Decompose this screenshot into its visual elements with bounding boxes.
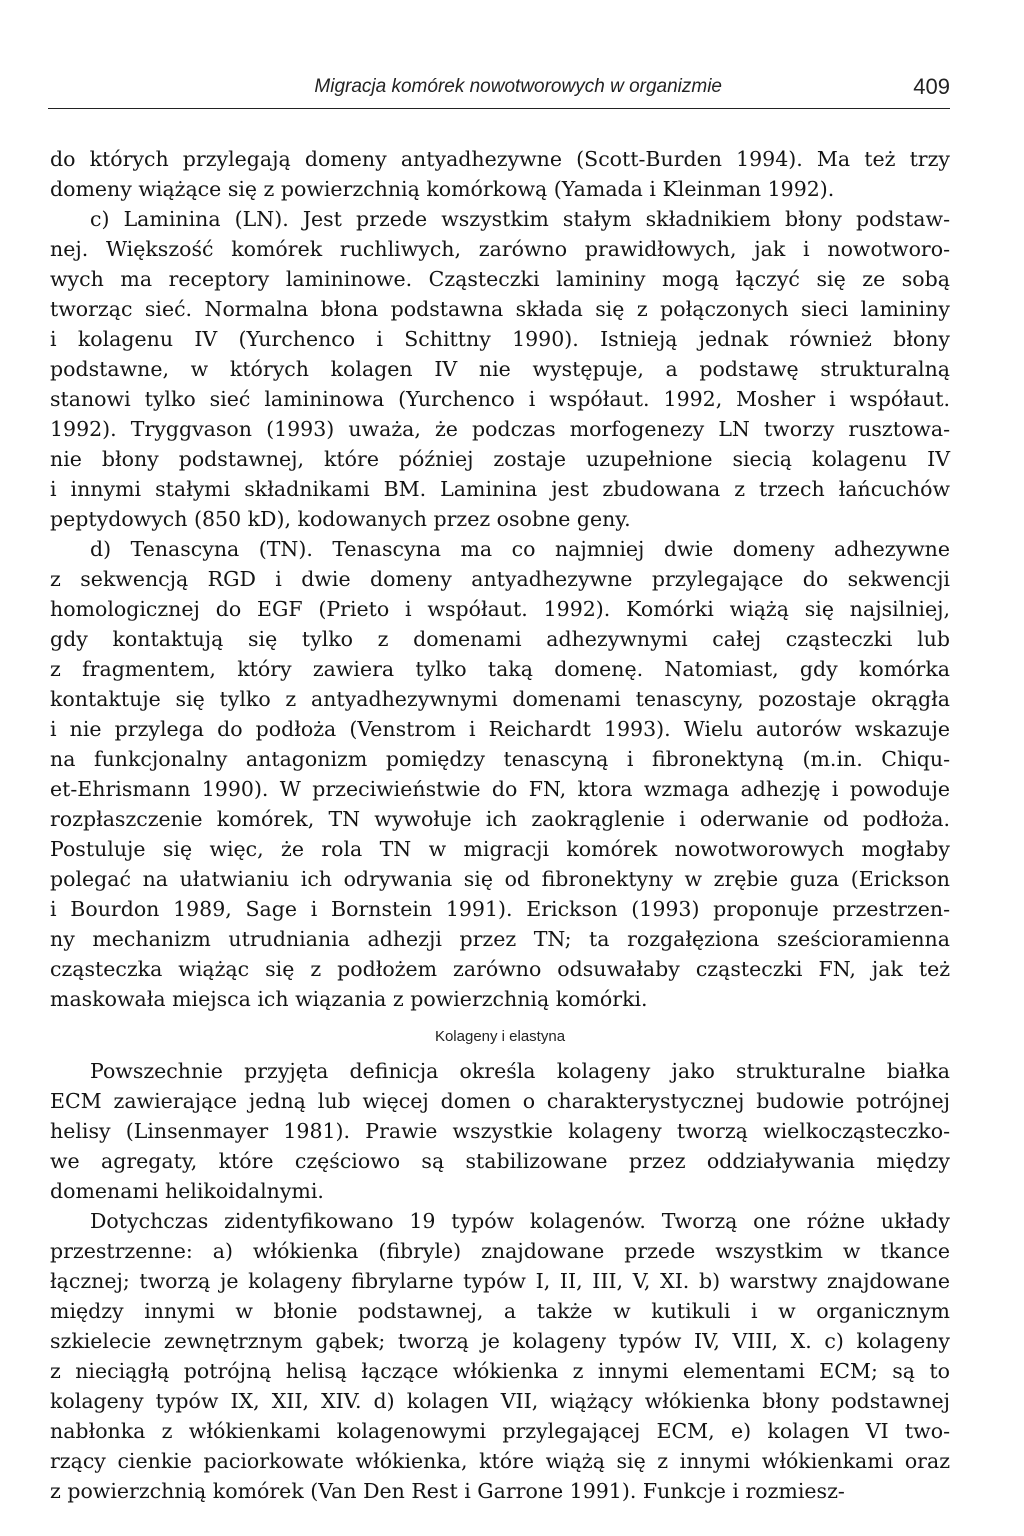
text-line: tworząc sieć. Normalna błona podstawna składa się z połączonych sieci lamininy: [50, 297, 950, 321]
text-line: c) Laminina (LN). Jest przede wszystkim stałym składnikiem błony podstaw-: [90, 207, 950, 231]
text-line: peptydowych (850 kD), kodowanych przez osobne geny.: [50, 507, 631, 531]
paragraph: [50, 1206, 950, 1506]
text-line: i nie przylega do podłoża (Venstrom i Reichardt 1993). Wielu autorów wskazuje: [50, 717, 950, 741]
text-line: z powierzchnią komórek (Van Den Rest i Garrone 1991). Funkcje i rozmiesz-: [50, 1479, 845, 1503]
text-line: i kolagenu IV (Yurchenco i Schittny 1990). Istnieją jednak również błony: [50, 327, 950, 351]
text-line: i innymi stałymi składnikami BM. Laminina jest zbudowana z trzech łańcuchów: [50, 477, 950, 501]
text-line: et-Ehrismann 1990). W przeciwieństwie do FN, ktora wzmaga adhezję i powoduje: [50, 777, 950, 801]
text-line: do których przylegają domeny antyadhezywne (Scott-Burden 1994). Ma też trzy: [50, 147, 950, 171]
text-line: stanowi tylko sieć lamininowa (Yurchenco i współaut. 1992, Mosher i współaut.: [50, 387, 950, 411]
text-line: cząsteczka wiążąc się z podłożem zarówno odsuwałaby cząsteczki FN, jak też: [50, 957, 950, 981]
text-line: kolageny typów IX, XII, XIV. d) kolagen VII, wiążący włókienka błony podstawnej: [50, 1389, 950, 1413]
text-line: homologicznej do EGF (Prieto i współaut. 1992). Komórki wiążą się najsilniej,: [50, 597, 950, 621]
section-heading: Kolageny i elastyna: [434, 1028, 566, 1045]
body-text: [50, 144, 950, 1506]
text-line: łącznej; tworzą je kolageny fibrylarne typów I, II, III, V, XI. b) warstwy znajdowane: [50, 1269, 950, 1293]
text-line: szkielecie zewnętrznym gąbek; tworzą je kolageny typów IV, VIII, X. c) kolageny: [50, 1329, 950, 1353]
text-line: gdy kontaktują się tylko z domenami adhezywnymi całej cząsteczki lub: [50, 627, 950, 651]
page-header: [48, 74, 950, 109]
text-line: z nieciągłą potrójną helisą łączące włókienka z innymi elementami ECM; są to: [50, 1359, 950, 1383]
text-line: nej. Większość komórek ruchliwych, zarówno prawidłowych, jak i nowotworo-: [50, 237, 950, 261]
text-line: helisy (Linsenmayer 1981). Prawie wszystkie kolageny tworzą wielkocząsteczko-: [50, 1119, 950, 1143]
text-line: ECM zawierające jedną lub więcej domen o charakterystycznej budowie potrójnej: [50, 1089, 950, 1113]
text-line: Dotychczas zidentyfikowano 19 typów kolagenów. Tworzą one różne układy: [90, 1209, 950, 1233]
running-title: Migracja komórek nowotworowych w organizmie: [314, 76, 722, 97]
text-line: 1992). Tryggvason (1993) uważa, że podczas morfogenezy LN tworzy rusztowa-: [50, 417, 950, 441]
text-line: na funkcjonalny antagonizm pomiędzy tenascyną i fibronektyną (m.in. Chiqu-: [50, 747, 950, 771]
text-line: nie błony podstawnej, które później zostaje uzupełnione siecią kolagenu IV: [50, 447, 950, 471]
text-line: rzący cienkie paciorkowate włókienka, które wiążą się z innymi włókienkami oraz: [50, 1449, 950, 1473]
text-line: maskowała miejsca ich wiązania z powierzchnią komórki.: [50, 987, 648, 1011]
paragraph: [50, 204, 950, 534]
page-number: 409: [913, 74, 950, 99]
text-line: ny mechanizm utrudniania adhezji przez TN; ta rozgałęziona sześcioramienna: [50, 927, 950, 951]
text-line: domenami helikoidalnymi.: [50, 1179, 324, 1203]
text-line: rozpłaszczenie komórek, TN wywołuje ich zaokrąglenie i oderwanie od podłoża.: [50, 807, 950, 831]
text-line: wych ma receptory lamininowe. Cząsteczki lamininy mogą łączyć się ze sobą: [50, 267, 950, 291]
text-line: nabłonka z włókienkami kolagenowymi przylegającej ECM, e) kolagen VI two-: [50, 1419, 950, 1443]
text-line: we agregaty, które częściowo są stabilizowane przez oddziaływania między: [50, 1149, 950, 1173]
text-line: kontaktuje się tylko z antyadhezywnymi domenami tenascyny, pozostaje okrągła: [50, 687, 950, 711]
text-line: przestrzenne: a) włókienka (fibryle) znajdowane przede wszystkim w tkance: [50, 1239, 950, 1263]
text-line: domeny wiążące się z powierzchnią komórkową (Yamada i Kleinman 1992).: [50, 177, 835, 201]
text-line: z sekwencją RGD i dwie domeny antyadhezywne przylegające do sekwencji: [50, 567, 950, 591]
text-line: podstawne, w których kolagen IV nie występuje, a podstawę strukturalną: [50, 357, 950, 381]
text-line: i Bourdon 1989, Sage i Bornstein 1991). Erickson (1993) proponuje przestrzen-: [50, 897, 950, 921]
text-line: między innymi w błonie podstawnej, a także w kutikuli i w organicznym: [50, 1299, 950, 1323]
text-line: Powszechnie przyjęta definicja określa kolageny jako strukturalne białka: [90, 1059, 950, 1083]
paragraph: [50, 144, 950, 204]
text-line: polegać na ułatwianiu ich odrywania się od fibronektyny w zrębie guza (Erickson: [50, 867, 950, 891]
text-line: Postuluje się więc, że rola TN w migracji komórek nowotworowych mogłaby: [50, 837, 950, 861]
paragraph: [50, 534, 950, 1014]
text-line: d) Tenascyna (TN). Tenascyna ma co najmniej dwie domeny adhezywne: [90, 537, 950, 561]
text-line: z fragmentem, który zawiera tylko taką domenę. Natomiast, gdy komórka: [50, 657, 950, 681]
paragraph: [50, 1056, 950, 1206]
